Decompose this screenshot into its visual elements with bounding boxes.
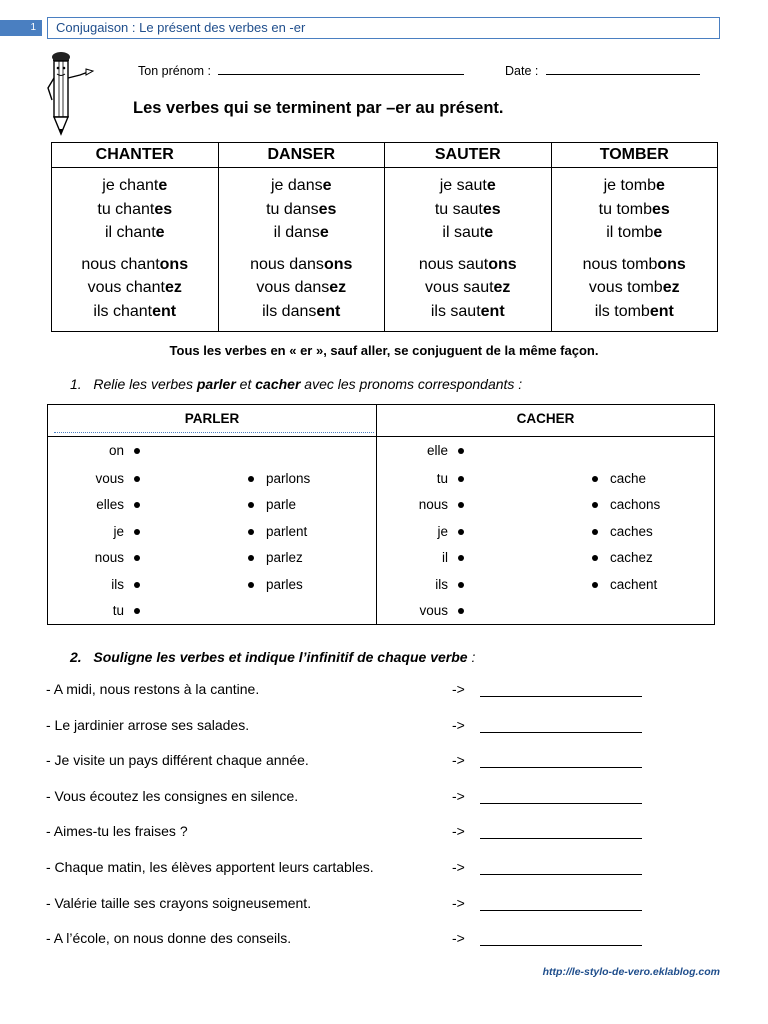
- arrow-label: ->: [452, 788, 465, 804]
- exercise-sentence: - Aimes-tu les fraises ?: [46, 823, 188, 839]
- verb-dot[interactable]: [592, 529, 598, 535]
- lesson-title: Les verbes qui se terminent par –er au présent.: [133, 99, 504, 117]
- verb-dot[interactable]: [592, 476, 598, 482]
- matching-exercise-box: [47, 404, 715, 625]
- conjugated-form: nous tombons: [582, 255, 686, 273]
- pronoun-dot[interactable]: [458, 476, 464, 482]
- conjugated-form: tu danses: [266, 200, 337, 218]
- name-label: Ton prénom :: [138, 64, 211, 78]
- conjugation-cell-sauter: [385, 168, 552, 332]
- pronoun-dot[interactable]: [458, 529, 464, 535]
- verb-option: caches: [610, 524, 653, 539]
- exercise2-instruction: 2. Souligne les verbes et indique l’infinitif de chaque verbe :: [70, 649, 476, 665]
- conjugated-form: ils tombent: [594, 302, 674, 320]
- conjugated-form: nous sautons: [418, 255, 517, 273]
- verb-dot[interactable]: [592, 555, 598, 561]
- pronoun-label: tu: [436, 471, 448, 486]
- conjugated-form: tu tombes: [598, 200, 670, 218]
- verb-parler: parler: [196, 376, 236, 392]
- verb-option: parle: [266, 497, 297, 512]
- pronoun-label: tu: [112, 603, 124, 618]
- pencil-mascot-icon: [40, 48, 104, 140]
- pronoun-label: vous: [419, 603, 448, 618]
- exercise1-number: 1.: [70, 376, 82, 392]
- conjugation-cell-chanter: [52, 168, 219, 332]
- conjugated-form: je danse: [271, 177, 332, 194]
- pronoun-dot[interactable]: [458, 502, 464, 508]
- exercise-sentence: - Valérie taille ses crayons soigneusement.: [46, 895, 312, 911]
- conjugated-form: ils dansent: [262, 302, 341, 320]
- date-field: [505, 62, 700, 78]
- exercise1-instruction: 1. Relie les verbes parler et cacher avec les pronoms correspondants :: [70, 376, 523, 392]
- verb-option: parlent: [266, 524, 308, 539]
- pronoun-dot[interactable]: [134, 529, 140, 535]
- conjugation-cell-tomber: [551, 168, 718, 332]
- pronoun-label: je: [437, 524, 448, 539]
- answer-blank[interactable]: [480, 944, 642, 946]
- arrow-label: ->: [452, 752, 465, 768]
- conjugated-form: il tombe: [606, 224, 663, 241]
- pronoun-dot[interactable]: [134, 448, 140, 454]
- verb-option: cache: [610, 471, 647, 486]
- verb-dot[interactable]: [592, 502, 598, 508]
- verb-dot[interactable]: [592, 582, 598, 588]
- pronoun-dot[interactable]: [458, 582, 464, 588]
- conjugated-form: il saute: [442, 224, 494, 241]
- arrow-label: ->: [452, 681, 465, 697]
- pronoun-dot[interactable]: [134, 502, 140, 508]
- pronoun-label: nous: [94, 550, 124, 565]
- verb-header-sauter: SAUTER: [385, 143, 552, 168]
- exercise-sentence: - A l’école, on nous donne des conseils.: [46, 930, 292, 946]
- pronoun-dot[interactable]: [134, 555, 140, 561]
- verb-header-chanter: CHANTER: [52, 143, 219, 168]
- column-header-cacher: CACHER: [516, 411, 575, 426]
- exercise-sentence: - Le jardinier arrose ses salades.: [46, 717, 250, 733]
- pronoun-label: ils: [111, 577, 124, 592]
- pronoun-label: je: [113, 524, 124, 539]
- arrow-label: ->: [452, 859, 465, 875]
- name-blank[interactable]: [218, 62, 464, 75]
- verb-option: parles: [266, 577, 303, 592]
- conjugated-form: il danse: [273, 224, 329, 241]
- pronoun-label: nous: [418, 497, 448, 512]
- answer-blank[interactable]: [480, 837, 642, 839]
- conjugated-form: je chante: [102, 177, 168, 194]
- pronoun-label: on: [108, 443, 124, 458]
- page-number: 1: [0, 20, 42, 36]
- conjugated-form: nous chantons: [81, 255, 189, 273]
- verb-dot[interactable]: [248, 476, 254, 482]
- answer-blank[interactable]: [480, 766, 642, 768]
- verb-dot[interactable]: [248, 529, 254, 535]
- pronoun-label: il: [442, 550, 448, 565]
- verb-header-tomber: TOMBER: [551, 143, 718, 168]
- verb-dot[interactable]: [248, 582, 254, 588]
- verb-option: cachons: [610, 497, 661, 512]
- answer-blank[interactable]: [480, 731, 642, 733]
- verb-dot[interactable]: [248, 502, 254, 508]
- conjugated-form: vous dansez: [256, 279, 347, 296]
- conjugation-cell-danser: [218, 168, 385, 332]
- pronoun-dot[interactable]: [134, 582, 140, 588]
- exercise-sentence: - Je visite un pays différent chaque année.: [46, 752, 309, 768]
- verb-cacher: cacher: [255, 376, 301, 392]
- exercise-sentence: - Chaque matin, les élèves apportent leurs cartables.: [46, 859, 374, 875]
- conjugated-form: je saute: [439, 177, 496, 194]
- pronoun-label: elle: [426, 443, 448, 458]
- arrow-label: ->: [452, 717, 465, 733]
- conjugated-form: vous sautez: [425, 279, 511, 296]
- pronoun-dot[interactable]: [458, 448, 464, 454]
- verb-header-danser: DANSER: [218, 143, 385, 168]
- arrow-label: ->: [452, 823, 465, 839]
- exercise-sentence: - Vous écoutez les consignes en silence.: [46, 788, 299, 804]
- column-header-parler: PARLER: [184, 411, 240, 426]
- conjugated-form: je tombe: [603, 177, 665, 194]
- verb-option: parlons: [266, 471, 311, 486]
- worksheet-header-title: Conjugaison : Le présent des verbes en -er: [47, 17, 720, 39]
- answer-blank[interactable]: [480, 802, 642, 804]
- verb-option: parlez: [266, 550, 303, 565]
- conjugation-table: [51, 142, 718, 332]
- conjugated-form: tu chantes: [97, 200, 173, 218]
- conjugation-rule: Tous les verbes en « er », sauf aller, se conjuguent de la même façon.: [169, 343, 599, 358]
- verb-dot[interactable]: [248, 555, 254, 561]
- name-field: [138, 62, 464, 78]
- pronoun-dot[interactable]: [458, 555, 464, 561]
- footer-url[interactable]: http://le-stylo-de-vero.eklablog.com: [542, 966, 720, 978]
- answer-blank[interactable]: [480, 909, 642, 911]
- arrow-label: ->: [452, 930, 465, 946]
- pronoun-label: elles: [96, 497, 124, 512]
- pronoun-label: vous: [95, 471, 124, 486]
- pronoun-label: ils: [435, 577, 448, 592]
- conjugated-form: ils chantent: [93, 302, 177, 320]
- verb-option: cachent: [610, 577, 658, 592]
- conjugated-form: vous chantez: [87, 279, 182, 296]
- conjugated-form: nous dansons: [250, 255, 353, 273]
- pronoun-dot[interactable]: [458, 608, 464, 614]
- conjugated-form: vous tombez: [588, 279, 680, 296]
- date-label: Date :: [505, 64, 539, 78]
- exercise-sentence: - A midi, nous restons à la cantine.: [46, 681, 260, 697]
- pronoun-dot[interactable]: [134, 608, 140, 614]
- conjugated-form: ils sautent: [430, 302, 505, 320]
- verb-option: cachez: [610, 550, 653, 565]
- exercise2-number: 2.: [70, 649, 82, 665]
- date-blank[interactable]: [546, 62, 700, 75]
- conjugated-form: il chante: [104, 224, 165, 241]
- conjugated-form: tu sautes: [434, 200, 501, 218]
- answer-blank[interactable]: [480, 873, 642, 875]
- arrow-label: ->: [452, 895, 465, 911]
- answer-blank[interactable]: [480, 695, 642, 697]
- pronoun-dot[interactable]: [134, 476, 140, 482]
